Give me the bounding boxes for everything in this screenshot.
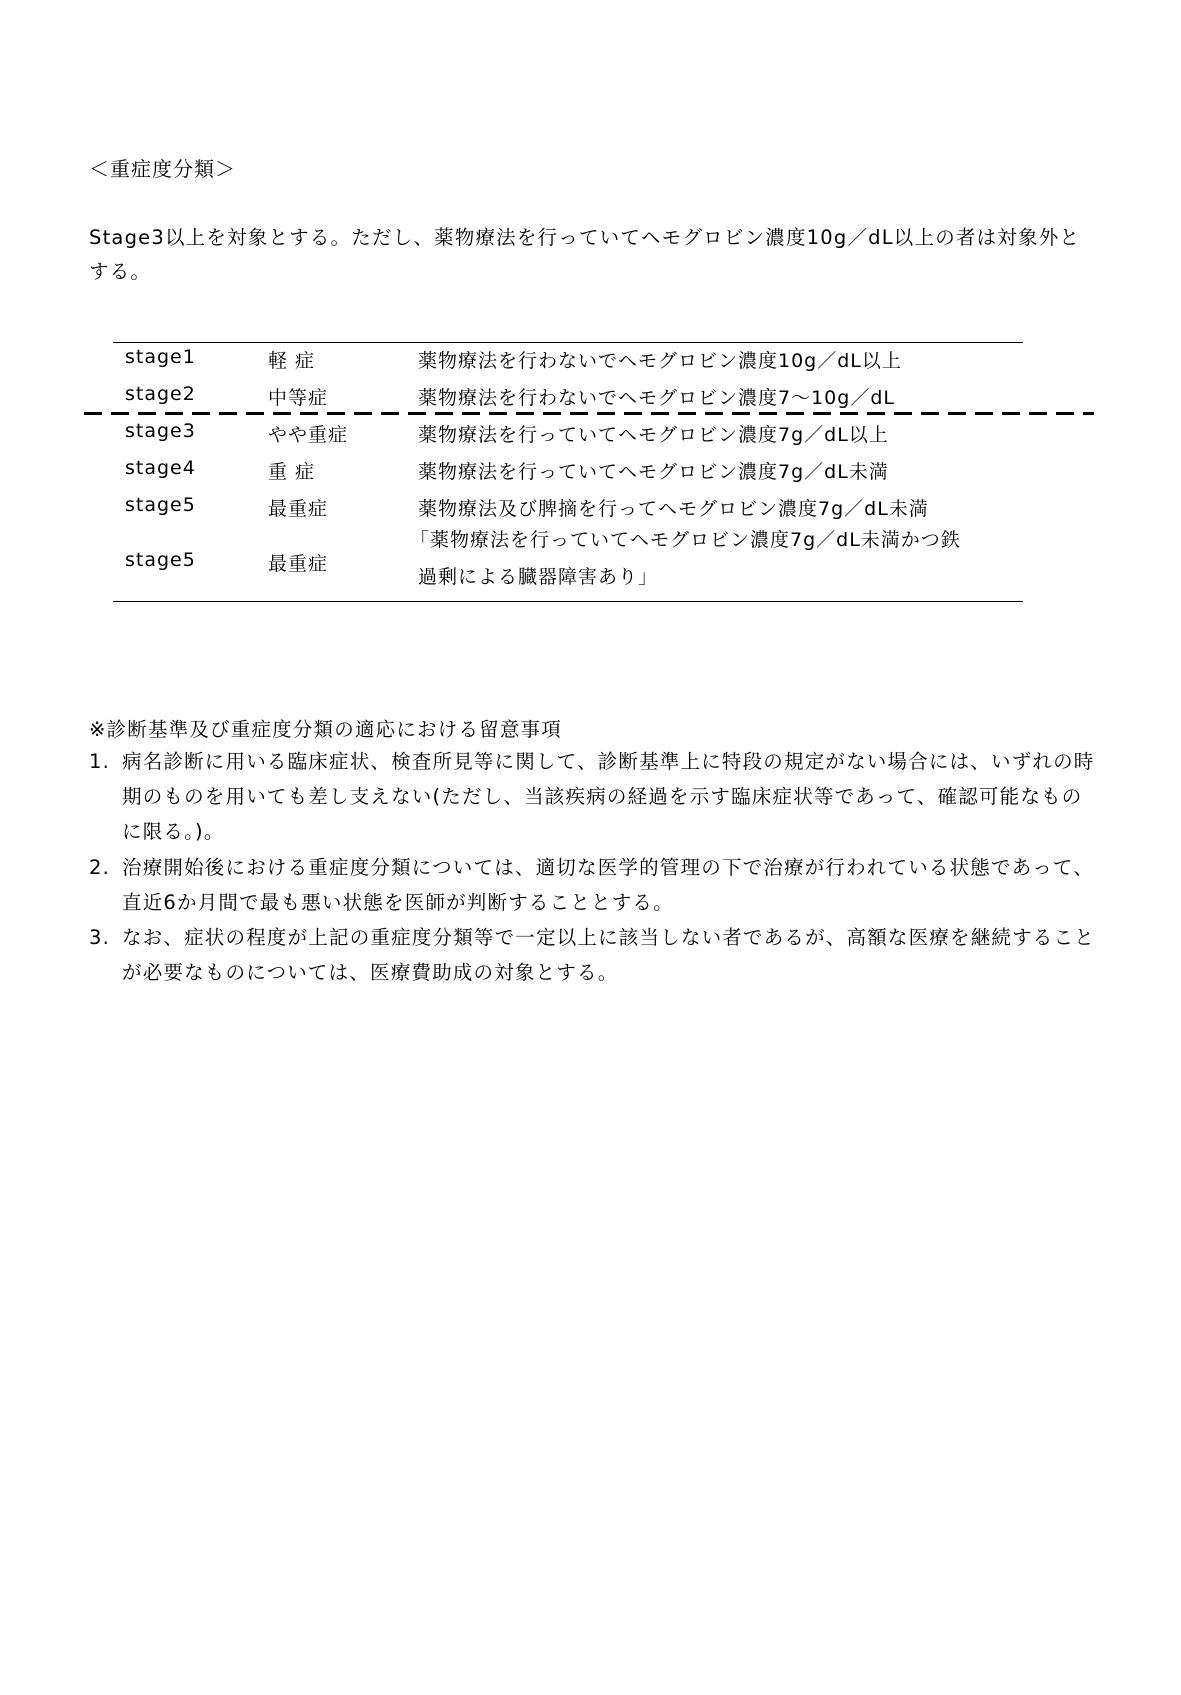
- stage-cell: stage3: [125, 420, 196, 442]
- severity-cell: 最重症: [268, 498, 329, 520]
- severity-cell: 重 症: [268, 461, 316, 483]
- note-item: [89, 744, 1099, 849]
- table-top-rule: [113, 342, 1023, 343]
- note-number: 2.: [89, 856, 111, 879]
- description-cell: 薬物療法を行っていてヘモグロビン濃度7g／dL以上: [418, 424, 889, 446]
- description-cell: 薬物療法を行わないでヘモグロビン濃度7～10g／dL: [418, 387, 895, 409]
- severity-cell: 最重症: [268, 553, 329, 575]
- note-item: [89, 850, 1099, 920]
- intro-paragraph: Stage3以上を対象とする。ただし、薬物療法を行っていてヘモグロビン濃度10g／dL以上の者は対象外とする。: [89, 226, 1081, 283]
- threshold-dashed-rule: [84, 412, 1094, 415]
- stage-cell: stage5: [125, 549, 196, 571]
- note-number: 1.: [89, 750, 111, 773]
- description-cell: [410, 522, 961, 596]
- note-text: 病名診断に用いる臨床症状、検査所見等に関して、診断基準上に特段の規定がない場合には、いずれの時期のものを用いても差し支えない(ただし、当該疾病の経過を示す臨床症状等であって、確認可能なものに限る。)。: [122, 750, 1095, 843]
- stage-cell: stage1: [125, 346, 196, 368]
- description-cell: 薬物療法及び脾摘を行ってヘモグロビン濃度7g／dL未満: [418, 498, 929, 520]
- severity-cell: 軽 症: [268, 350, 316, 372]
- description-cell: 薬物療法を行っていてヘモグロビン濃度7g／dL未満: [418, 461, 889, 483]
- note-text: 治療開始後における重症度分類については、適切な医学的管理の下で治療が行われている状態であって、直近6か月間で最も悪い状態を医師が判断することとする。: [122, 856, 1094, 914]
- description-line: 「薬物療法を行っていてヘモグロビン濃度7g／dL未満かつ鉄: [410, 529, 961, 551]
- note-item: [89, 920, 1099, 990]
- stage-cell: stage2: [125, 383, 196, 405]
- stage-cell: stage4: [125, 457, 196, 479]
- note-text: なお、症状の程度が上記の重症度分類等で一定以上に該当しない者であるが、高額な医療を継続することが必要なものについては、医療費助成の対象とする。: [122, 926, 1095, 984]
- table-bottom-rule: [113, 601, 1023, 602]
- description-cell: 薬物療法を行わないでヘモグロビン濃度10g／dL以上: [418, 350, 902, 372]
- notes-title: ※診断基準及び重症度分類の適応における留意事項: [89, 718, 562, 741]
- severity-heading: ＜重症度分類＞: [89, 157, 236, 181]
- stage-cell: stage5: [125, 494, 196, 516]
- severity-cell: 中等症: [268, 387, 329, 409]
- description-line: 過剰による臓器障害あり」: [418, 566, 659, 588]
- severity-cell: やや重症: [268, 424, 349, 446]
- note-number: 3.: [89, 926, 111, 949]
